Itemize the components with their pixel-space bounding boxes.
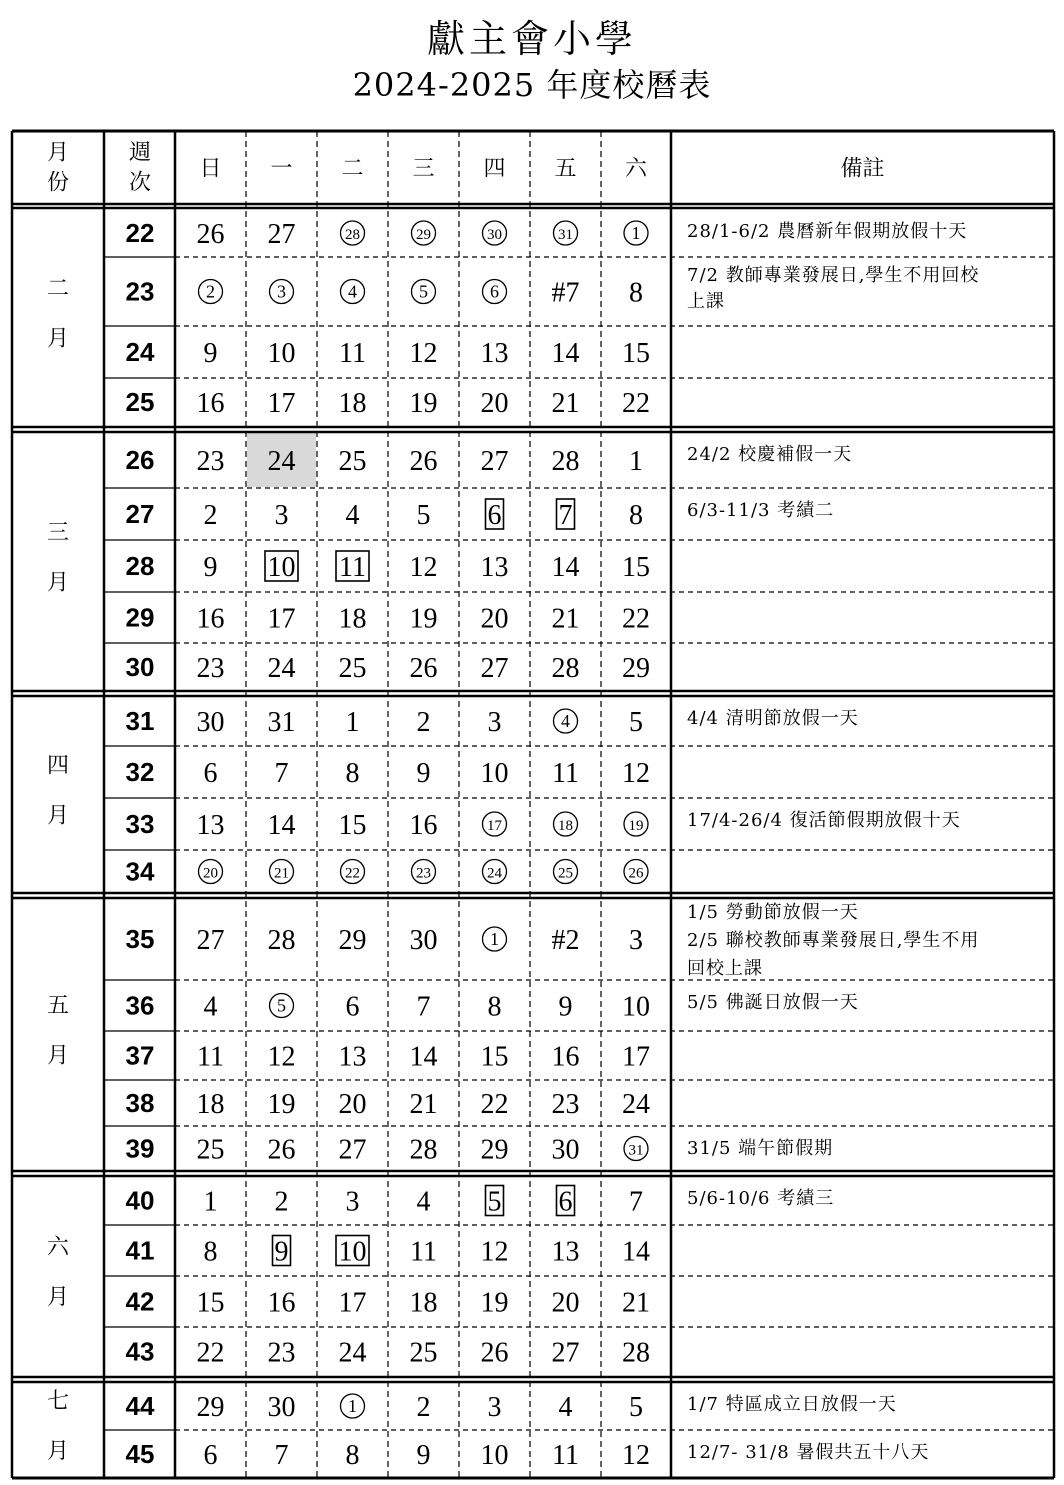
remark-text: 回校上課 xyxy=(687,958,763,979)
week-number: 38 xyxy=(125,1088,155,1118)
month-label: 四 xyxy=(46,753,70,779)
remark-text: 1/5 勞動節放假一天 xyxy=(687,902,859,923)
calendar-date: 2 xyxy=(203,500,218,531)
calendar-date: 18 xyxy=(338,603,367,635)
calendar-date: 16 xyxy=(409,810,438,841)
calendar-date: 23 xyxy=(551,1089,580,1120)
calendar-date: 29 xyxy=(338,925,367,956)
calendar-date: 2 xyxy=(274,1186,289,1218)
week-number: 31 xyxy=(125,706,155,736)
week-number: 34 xyxy=(125,856,155,887)
week-number: 39 xyxy=(125,1133,155,1164)
exam-date: 11 xyxy=(339,552,366,583)
calendar-date: 8 xyxy=(345,1440,360,1471)
week-number: 43 xyxy=(125,1336,155,1367)
calendar-date: 28 xyxy=(267,925,296,956)
exam-date: 6 xyxy=(487,500,502,531)
calendar-date: 9 xyxy=(203,338,218,369)
calendar-date: 8 xyxy=(629,277,643,309)
calendar-date: 18 xyxy=(338,388,367,419)
calendar-date: 1 xyxy=(203,1186,218,1218)
calendar-date: 23 xyxy=(196,653,225,684)
calendar-date: 15 xyxy=(196,1287,225,1319)
month-label: 七 xyxy=(46,1389,70,1414)
holiday-date: 22 xyxy=(345,865,360,882)
remark-text: 24/2 校慶補假一天 xyxy=(687,444,853,465)
calendar-date: 26 xyxy=(480,1337,509,1369)
calendar-date: 10 xyxy=(480,1440,509,1471)
calendar-date: 17 xyxy=(338,1287,367,1319)
calendar-date: 7 xyxy=(629,1186,643,1218)
calendar-date: 31 xyxy=(267,707,296,738)
calendar-date: 8 xyxy=(345,758,360,789)
remark-text: 1/7 特區成立日放假一天 xyxy=(687,1394,897,1415)
header-weekday: 日 xyxy=(199,156,222,182)
exam-date: 7 xyxy=(558,500,573,531)
calendar-date: 13 xyxy=(480,338,509,369)
holiday-date: 19 xyxy=(628,818,644,834)
calendar-date: 11 xyxy=(197,1041,224,1073)
week-number: 33 xyxy=(125,809,155,839)
week-number: 25 xyxy=(125,387,155,417)
calendar-date: 7 xyxy=(416,991,431,1023)
calendar-date: 13 xyxy=(551,1236,580,1268)
calendar-date: 13 xyxy=(196,810,225,841)
calendar-date: 24 xyxy=(267,653,296,684)
calendar-date: 23 xyxy=(267,1337,296,1369)
calendar-date: 13 xyxy=(338,1041,367,1073)
calendar-date: 30 xyxy=(196,707,225,738)
header-month-label: 份 xyxy=(46,170,70,196)
week-number: 27 xyxy=(125,499,155,529)
calendar-date: 6 xyxy=(203,1440,218,1471)
week-number: 29 xyxy=(125,602,155,633)
holiday-date: 18 xyxy=(558,818,573,834)
calendar-date: 5 xyxy=(629,1392,643,1423)
remark-text: 5/6-10/6 考績三 xyxy=(687,1188,835,1209)
header-weekday: 二 xyxy=(341,156,364,182)
calendar-date: 16 xyxy=(551,1041,580,1073)
calendar-date: 8 xyxy=(629,500,643,531)
calendar-date: 18 xyxy=(409,1287,438,1319)
calendar-date: 21 xyxy=(409,1089,438,1120)
week-number: 23 xyxy=(125,276,155,307)
week-number: 26 xyxy=(125,445,155,475)
week-number: 44 xyxy=(125,1391,155,1421)
calendar-date: 11 xyxy=(339,338,366,369)
calendar-date: 6 xyxy=(203,758,218,789)
calendar-date: 26 xyxy=(409,653,438,684)
calendar-date: 12 xyxy=(622,758,650,789)
school-name: 獻主會小學 xyxy=(426,17,637,61)
calendar-date: 21 xyxy=(551,388,580,419)
remark-text: 6/3-11/3 考績二 xyxy=(687,500,835,521)
calendar-date: 3 xyxy=(487,707,502,738)
week-number: 41 xyxy=(125,1235,155,1266)
calendar-date: 27 xyxy=(551,1337,580,1369)
holiday-date: 23 xyxy=(416,865,431,882)
calendar-date: 21 xyxy=(622,1287,650,1319)
calendar-date: 20 xyxy=(480,388,509,419)
calendar-date: 28 xyxy=(551,653,580,684)
calendar-date: 30 xyxy=(551,1134,580,1166)
exam-date: 10 xyxy=(267,552,296,583)
calendar-date: 12 xyxy=(267,1041,296,1073)
calendar-date: 14 xyxy=(267,810,296,841)
calendar-date: 27 xyxy=(338,1134,367,1166)
calendar-date: 9 xyxy=(203,552,218,583)
header-remarks: 備註 xyxy=(840,156,885,182)
calendar-date: 22 xyxy=(480,1089,509,1120)
header-weekday: 五 xyxy=(554,156,577,182)
header-weekday: 四 xyxy=(483,156,506,182)
exam-date: 10 xyxy=(338,1236,367,1268)
calendar-date: 17 xyxy=(622,1041,650,1073)
calendar-date: 2 xyxy=(416,1392,431,1423)
calendar-date: 16 xyxy=(196,603,225,635)
month-label: 月 xyxy=(46,326,70,352)
holiday-date: 26 xyxy=(628,865,644,882)
calendar-date: 17 xyxy=(267,388,296,419)
holiday-date: 24 xyxy=(487,865,502,882)
remark-text: 17/4-26/4 復活節假期放假十天 xyxy=(687,810,961,831)
calendar-date: 20 xyxy=(480,603,509,635)
month-label: 月 xyxy=(46,803,70,829)
calendar-date: 11 xyxy=(552,1440,579,1471)
holiday-date: 2 xyxy=(206,281,215,302)
remark-text: 28/1-6/2 農曆新年假期放假十天 xyxy=(687,221,968,242)
calendar-date: 8 xyxy=(203,1236,218,1268)
calendar-date: 7 xyxy=(274,758,289,789)
week-number: 22 xyxy=(125,218,155,248)
calendar-date: 18 xyxy=(196,1089,225,1120)
calendar-date: 29 xyxy=(196,1392,225,1423)
calendar-date: 28 xyxy=(622,1337,650,1369)
calendar-date: 23 xyxy=(196,446,225,477)
calendar-date: 9 xyxy=(558,991,573,1023)
calendar-date: 6 xyxy=(345,991,360,1023)
calendar-date: 28 xyxy=(409,1134,438,1166)
calendar-date: 26 xyxy=(267,1134,296,1166)
header-week-label: 次 xyxy=(128,170,152,196)
remark-text: 12/7- 31/8 暑假共五十八天 xyxy=(687,1442,930,1463)
calendar-date: 1 xyxy=(345,707,360,738)
calendar-date: 25 xyxy=(338,653,367,684)
month-label: 月 xyxy=(46,1043,70,1069)
calendar-date: 1 xyxy=(629,446,643,477)
calendar-date: 27 xyxy=(480,446,509,477)
calendar-date: 14 xyxy=(551,338,580,369)
remark-text: 31/5 端午節假期 xyxy=(687,1138,834,1159)
calendar-date: 4 xyxy=(558,1392,573,1423)
calendar-date: 26 xyxy=(409,446,438,477)
calendar-date: 12 xyxy=(480,1236,509,1268)
calendar-date: 28 xyxy=(551,446,580,477)
calendar-date: 22 xyxy=(196,1337,225,1369)
calendar-date: 4 xyxy=(203,991,218,1023)
holiday-date: 25 xyxy=(558,865,573,882)
week-number: 28 xyxy=(125,551,155,581)
calendar-date: 22 xyxy=(622,603,650,635)
calendar-date: 11 xyxy=(410,1236,437,1268)
calendar-date: 12 xyxy=(622,1440,650,1471)
calendar-date: 19 xyxy=(409,603,438,635)
month-label: 月 xyxy=(46,1439,70,1464)
calendar-date: 12 xyxy=(409,552,438,583)
week-number: 42 xyxy=(125,1286,155,1317)
calendar-date: 24 xyxy=(338,1337,367,1369)
calendar-date: 27 xyxy=(196,925,225,956)
calendar-date: 4 xyxy=(416,1186,431,1218)
calendar-date: 17 xyxy=(267,603,296,635)
header-weekday: 六 xyxy=(624,156,648,182)
calendar-date: 14 xyxy=(622,1236,650,1268)
calendar-date: 26 xyxy=(196,219,225,250)
holiday-date: 5 xyxy=(419,281,428,302)
calendar-date: 15 xyxy=(622,552,650,583)
exam-date: 5 xyxy=(487,1186,502,1218)
calendar-date: 3 xyxy=(629,925,643,956)
calendar-date: 12 xyxy=(409,338,438,369)
calendar-date: 25 xyxy=(409,1337,438,1369)
calendar-date: 3 xyxy=(487,1392,502,1423)
month-label: 月 xyxy=(46,1285,70,1310)
calendar-date: 24 xyxy=(622,1089,650,1120)
remark-text: 5/5 佛誕日放假一天 xyxy=(687,992,859,1013)
holiday-date: 21 xyxy=(274,865,289,882)
calendar-date: 5 xyxy=(629,707,643,738)
holiday-date: 1 xyxy=(631,223,641,243)
week-number: 40 xyxy=(125,1185,155,1216)
header-weekday: 一 xyxy=(270,156,293,182)
calendar-date: 25 xyxy=(338,446,367,477)
week-number: 45 xyxy=(125,1439,155,1469)
calendar-title: 2024-2025 年度校曆表 xyxy=(352,66,712,104)
calendar-date: 19 xyxy=(480,1287,509,1319)
month-label: 月 xyxy=(46,570,70,596)
calendar-date: 15 xyxy=(622,338,650,369)
holiday-date: 1 xyxy=(490,929,499,949)
header-month-label: 月 xyxy=(46,140,70,166)
calendar-date: 9 xyxy=(416,1440,431,1471)
holiday-date: 4 xyxy=(561,711,570,731)
holiday-date: 17 xyxy=(487,818,502,834)
calendar-date: 16 xyxy=(196,388,225,419)
week-number: 24 xyxy=(125,337,155,367)
holiday-date: 31 xyxy=(558,227,573,243)
calendar-date: 24 xyxy=(267,446,296,477)
calendar-date: 20 xyxy=(551,1287,580,1319)
calendar-date: 20 xyxy=(338,1089,367,1120)
calendar-date: 21 xyxy=(551,603,580,635)
calendar-date: 3 xyxy=(274,500,289,531)
holiday-date: 1 xyxy=(348,1396,357,1416)
holiday-date: 28 xyxy=(345,227,360,243)
remark-text: 上課 xyxy=(687,291,725,312)
calendar-date: 27 xyxy=(480,653,509,684)
calendar-date: 16 xyxy=(267,1287,296,1319)
calendar-date: 9 xyxy=(416,758,431,789)
week-number: 36 xyxy=(125,990,155,1021)
exam-date: 6 xyxy=(558,1186,573,1218)
month-label: 五 xyxy=(46,993,70,1019)
calendar-date: 25 xyxy=(196,1134,225,1166)
month-label: 六 xyxy=(46,1235,70,1260)
holiday-date: 4 xyxy=(348,281,357,302)
exam-date: 9 xyxy=(274,1236,289,1268)
week-number: 32 xyxy=(125,757,155,787)
calendar-date: 4 xyxy=(345,500,360,531)
calendar-date: 29 xyxy=(480,1134,509,1166)
calendar-date: 19 xyxy=(267,1089,296,1120)
month-label: 三 xyxy=(46,520,70,546)
holiday-date: 3 xyxy=(277,281,286,302)
calendar-date: 15 xyxy=(338,810,367,841)
calendar-date: 22 xyxy=(622,388,650,419)
calendar-date: 19 xyxy=(409,388,438,419)
calendar-date: 2 xyxy=(416,707,431,738)
week-number: 37 xyxy=(125,1040,155,1071)
header-week-label: 週 xyxy=(128,140,152,166)
holiday-date: 31 xyxy=(628,1142,644,1159)
calendar-date: 27 xyxy=(267,219,296,250)
remark-text: 2/5 聯校教師專業發展日,學生不用 xyxy=(687,930,980,951)
staff-development-date: #2 xyxy=(551,925,580,956)
calendar-date: 15 xyxy=(480,1041,509,1073)
calendar-date: 13 xyxy=(480,552,509,583)
calendar-date: 7 xyxy=(274,1440,289,1471)
staff-development-date: #7 xyxy=(551,277,580,309)
header-weekday: 三 xyxy=(412,156,435,182)
remark-text: 4/4 清明節放假一天 xyxy=(687,708,859,729)
holiday-date: 6 xyxy=(490,281,499,302)
calendar-date: 10 xyxy=(480,758,509,789)
calendar-date: 30 xyxy=(267,1392,296,1423)
holiday-date: 5 xyxy=(277,995,286,1016)
calendar-date: 11 xyxy=(552,758,579,789)
holiday-date: 29 xyxy=(416,227,431,243)
calendar-date: 5 xyxy=(416,500,431,531)
holiday-date: 30 xyxy=(487,227,502,243)
calendar-date: 8 xyxy=(487,991,502,1023)
month-label: 二 xyxy=(46,276,70,302)
remark-text: 7/2 教師專業發展日,學生不用回校 xyxy=(687,265,980,286)
calendar-date: 10 xyxy=(622,991,650,1023)
calendar-date: 14 xyxy=(409,1041,438,1073)
calendar-date: 30 xyxy=(409,925,438,956)
week-number: 30 xyxy=(125,652,155,682)
calendar-date: 14 xyxy=(551,552,580,583)
week-number: 35 xyxy=(125,924,155,954)
holiday-date: 20 xyxy=(203,865,218,882)
calendar-date: 10 xyxy=(267,338,296,369)
calendar-date: 29 xyxy=(622,653,650,684)
calendar-date: 3 xyxy=(345,1186,360,1218)
